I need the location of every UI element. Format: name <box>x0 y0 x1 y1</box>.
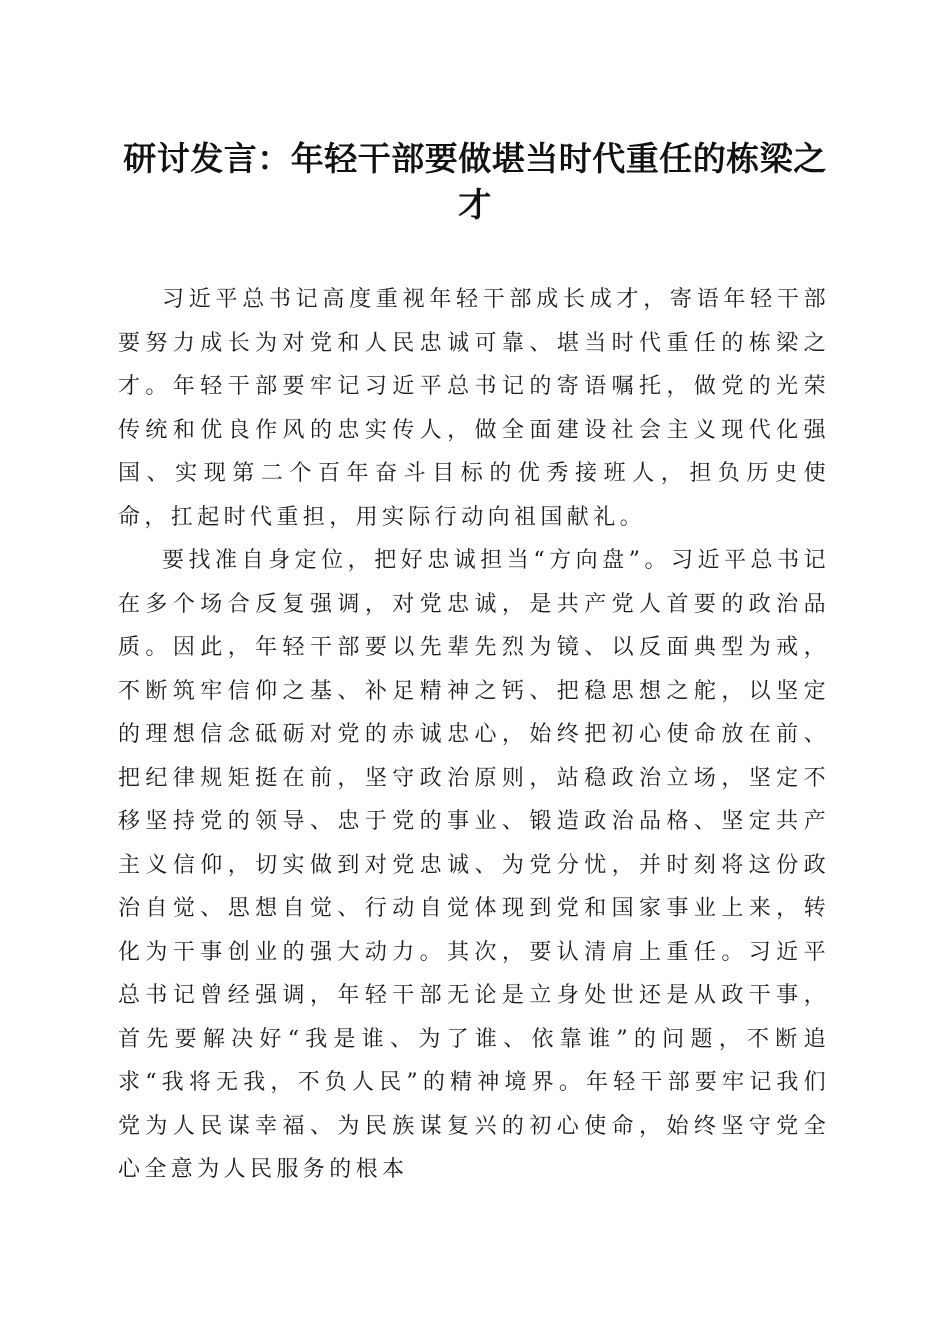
paragraph-intro: 习近平总书记高度重视年轻干部成长成才，寄语年轻干部要努力成长为对党和人民忠诚可靠、堪当时代重任的栋梁之才。年轻干部要牢记习近平总书记的寄语嘱托，做党的光荣传统和优良作风的忠实传人，做全面建设社会主义现代化强国、实现第二个百年奋斗目标的优秀接班人，担负历史使命，扛起时代重担，用实际行动向祖国献礼。 <box>118 287 830 530</box>
paragraph-loyalty: 要找准自身定位，把好忠诚担当“方向盘”。习近平总书记在多个场合反复强调，对党忠诚，是共产党人首要的政治品质。因此，年轻干部要以先辈先烈为镜、以反面典型为戒，不断筑牢信仰之基、补足精神之钙、把稳思想之舵，以坚定的理想信念砥砺对党的赤诚忠心，始终把初心使命放在前、把纪律规矩挺在前，坚守政治原则，站稳政治立场，坚定不移坚持党的领导、忠于党的事业、锻造政治品格、坚定共产主义信仰，切实做到对党忠诚、为党分忧，并时刻将这份政治自觉、思想自觉、行动自觉体现到党和国家事业上来，转化为干事创业的强大动力。其次，要认清肩上重任。习近平总书记曾经强调，年轻干部无论是立身处世还是从政干事，首先要解决好“我是谁、为了谁、依靠谁”的问题，不断追求“我将无我，不负人民”的精神境界。年轻干部要牢记我们党为人民谋幸福、为民族谋复兴的初心使命，始终坚守党全心全意为人民服务的根本 <box>118 548 830 1182</box>
document-title: 研讨发言：年轻干部要做堪当时代重任的栋梁之才 <box>123 139 827 224</box>
document-body <box>118 278 830 1192</box>
